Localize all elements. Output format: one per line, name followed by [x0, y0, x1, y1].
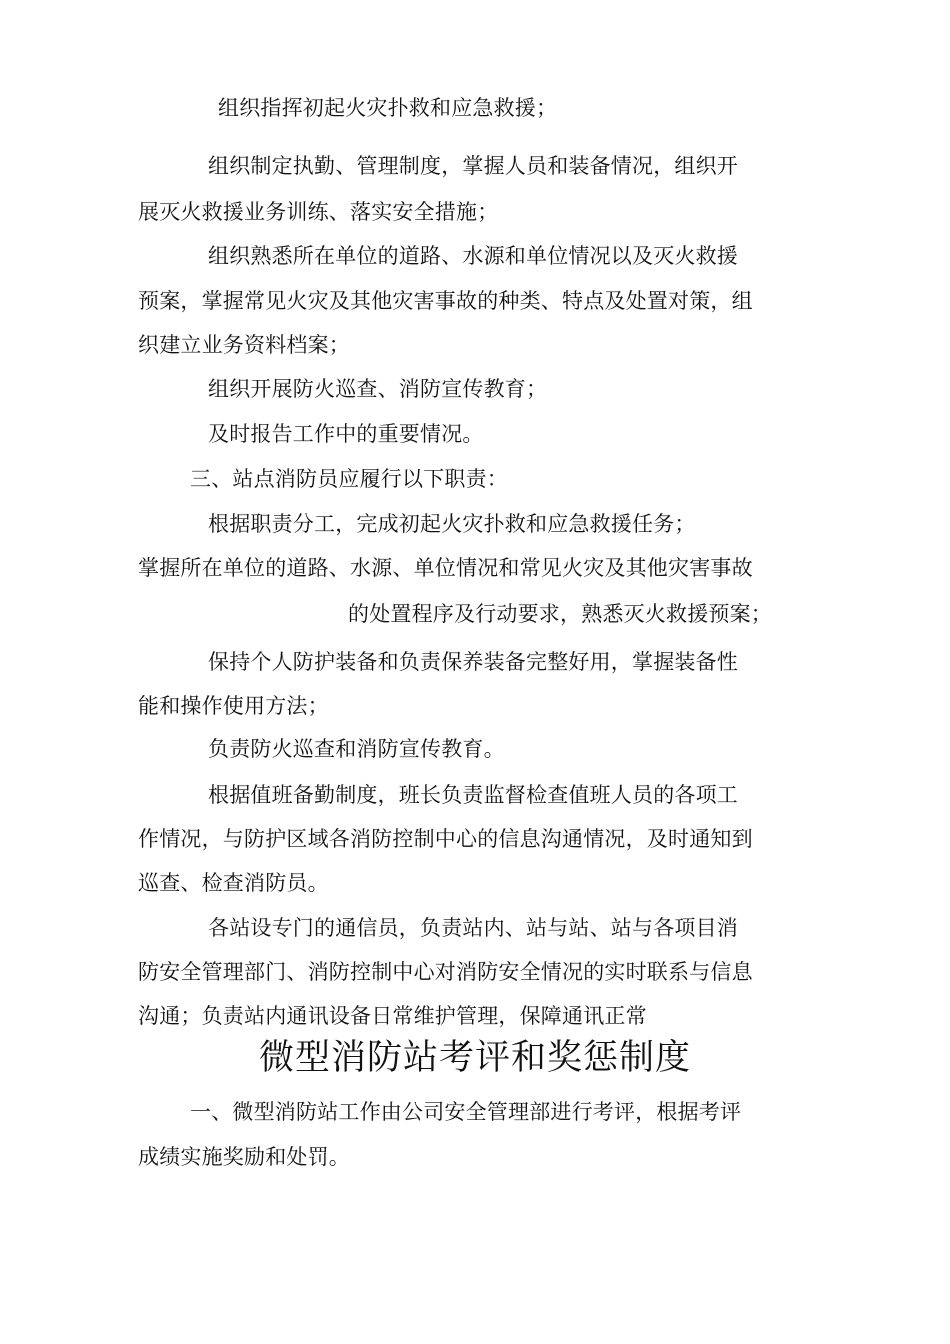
text-line: 沟通；负责站内通讯设备日常维护管理，保障通讯正常 — [138, 1004, 647, 1028]
text-line: 展灭火救援业务训练、落实安全措施； — [138, 200, 499, 224]
text-line: 根据职责分工，完成初起火灾扑救和应急救援任务； — [208, 512, 696, 536]
text-line: 各站设专门的通信员，负责站内、站与站、站与各项目消 — [208, 916, 738, 940]
text-line: 预案，掌握常见火灾及其他灾害事故的种类、特点及处置对策，组 — [138, 289, 753, 313]
text-line: 一、微型消防站工作由公司安全管理部进行考评，根据考评 — [190, 1100, 742, 1124]
text-line: 保持个人防护装备和负责保养装备完整好用，掌握装备性 — [208, 650, 738, 674]
text-line: 组织开展防火巡查、消防宣传教育； — [208, 377, 548, 401]
text-line: 组织指挥初起火灾扑救和应急救援； — [218, 96, 558, 120]
section-heading: 三、站点消防员应履行以下职责： — [190, 467, 508, 491]
page-title: 微型消防站考评和奖惩制度 — [258, 1038, 691, 1078]
text-line: 根据值班备勤制度，班长负责监督检查值班人员的各项工 — [208, 783, 738, 807]
text-line: 掌握所在单位的道路、水源、单位情况和常见火灾及其他灾害事故 — [138, 556, 753, 580]
text-line: 及时报告工作中的重要情况。 — [208, 422, 484, 446]
text-line: 负责防火巡查和消防宣传教育。 — [208, 737, 505, 761]
text-line: 组织熟悉所在单位的道路、水源和单位情况以及灭火救援 — [208, 244, 738, 268]
text-line: 组织制定执勤、管理制度，掌握人员和装备情况，组织开 — [208, 154, 738, 178]
text-line: 防安全管理部门、消防控制中心对消防安全情况的实时联系与信息 — [138, 960, 753, 984]
text-line: 织建立业务资料档案； — [138, 333, 350, 357]
text-line: 能和操作使用方法； — [138, 694, 329, 718]
text-line: 巡查、检查消防员。 — [138, 871, 329, 895]
text-line: 成绩实施奖励和处罚。 — [138, 1145, 350, 1169]
text-line: 作情况，与防护区域各消防控制中心的信息沟通情况，及时通知到 — [138, 827, 753, 851]
text-line: 的处置程序及行动要求，熟悉灭火救援预案； — [348, 602, 772, 626]
